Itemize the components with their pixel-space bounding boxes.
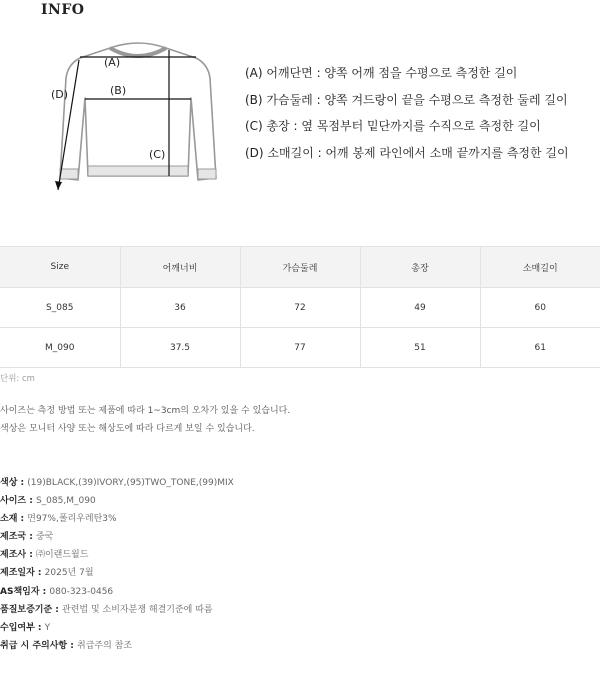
label-d: (D) bbox=[51, 88, 69, 101]
info-value: 관련법 및 소비자분쟁 해결기준에 따름 bbox=[62, 604, 213, 615]
cell-chest: 72 bbox=[240, 288, 360, 328]
list-item: 제조국 : 중국 bbox=[0, 532, 54, 543]
color-disclaimer: 색상은 모니터 사양 또는 해상도에 따라 다르게 보일 수 있습니다. bbox=[0, 424, 255, 434]
info-key: 소재 bbox=[0, 514, 18, 525]
sweater-outline bbox=[60, 43, 216, 180]
measure-arrow-d bbox=[55, 181, 62, 190]
header-sleeve: 소매길이 bbox=[480, 247, 600, 288]
list-item: 수입여부 : Y bbox=[0, 622, 51, 633]
label-a: (A) bbox=[104, 56, 121, 69]
legend-item-a: (A) 어깨단면 : 양쪽 어깨 점을 수평으로 측정한 길이 bbox=[245, 66, 518, 80]
sweater-hem bbox=[88, 166, 188, 176]
info-value: 080-323-0456 bbox=[49, 586, 114, 597]
legend-item-d: (D) 소매길이 : 어깨 봉제 라인에서 소매 끝까지를 측정한 길이 bbox=[245, 145, 569, 160]
measurement-legend bbox=[245, 60, 569, 166]
info-key: 사이즈 bbox=[0, 496, 27, 507]
list-item: 사이즈 : S_085,M_090 bbox=[0, 496, 96, 507]
cell-length: 49 bbox=[360, 288, 480, 328]
info-key: AS책임자 bbox=[0, 586, 40, 597]
info-value: 중국 bbox=[35, 532, 54, 543]
header-chest: 가슴둘레 bbox=[240, 247, 360, 288]
list-item: 제조사 : ㈜이랜드월드 bbox=[0, 550, 89, 561]
sweater-left-cuff bbox=[60, 169, 78, 179]
info-value: 취급주의 참조 bbox=[77, 640, 133, 651]
list-item: AS책임자 : 080-323-0456 bbox=[0, 586, 114, 597]
unit-note: 단위: cm bbox=[0, 374, 35, 384]
cell-size: S_085 bbox=[0, 288, 120, 328]
info-key: 제조사 bbox=[0, 550, 27, 561]
info-value: Y bbox=[44, 622, 51, 633]
list-item: 색상 : (19)BLACK,(39)IVORY,(95)TWO_TONE,(99)MIX bbox=[0, 478, 234, 488]
cell-length: 51 bbox=[360, 328, 480, 368]
legend-item-b: (B) 가슴둘레 : 양쪽 겨드랑이 끝을 수평으로 측정한 둘레 길이 bbox=[245, 92, 568, 107]
cell-sleeve: 61 bbox=[480, 328, 600, 368]
header-size: Size bbox=[0, 247, 120, 288]
table-row bbox=[0, 328, 600, 368]
page-title: INFO bbox=[41, 2, 85, 18]
info-value: ㈜이랜드월드 bbox=[35, 550, 89, 561]
info-key: 색상 bbox=[0, 478, 18, 488]
info-value: (19)BLACK,(39)IVORY,(95)TWO_TONE,(99)MIX bbox=[27, 478, 234, 488]
cell-size: M_090 bbox=[0, 328, 120, 368]
size-table bbox=[0, 246, 600, 368]
table-row bbox=[0, 288, 600, 328]
label-c: (C) bbox=[149, 148, 166, 161]
list-item: 취급 시 주의사항 : 취급주의 참조 bbox=[0, 640, 133, 651]
info-key: 제조국 bbox=[0, 532, 27, 543]
info-key: 제조일자 bbox=[0, 568, 35, 579]
cell-shoulder: 36 bbox=[120, 288, 240, 328]
header-shoulder: 어깨너비 bbox=[120, 247, 240, 288]
product-info-list bbox=[0, 474, 234, 655]
info-key: 취급 시 주의사항 bbox=[0, 640, 68, 651]
size-disclaimer: 사이즈는 측정 방법 또는 제품에 따라 1~3cm의 오차가 있을 수 있습니다. bbox=[0, 406, 291, 416]
size-table-header-row bbox=[0, 247, 600, 288]
cell-sleeve: 60 bbox=[480, 288, 600, 328]
sweater-right-cuff bbox=[198, 169, 216, 179]
info-value: 면97%,폴리우레탄3% bbox=[27, 514, 117, 525]
info-key: 수입여부 bbox=[0, 622, 35, 633]
cell-shoulder: 37.5 bbox=[120, 328, 240, 368]
sweater-measurement-diagram bbox=[48, 38, 228, 193]
list-item: 소재 : 면97%,폴리우레탄3% bbox=[0, 514, 117, 525]
legend-item-c: (C) 총장 : 옆 목점부터 밑단까지를 수직으로 측정한 길이 bbox=[245, 119, 541, 133]
list-item: 제조일자 : 2025년 7월 bbox=[0, 568, 94, 579]
info-key: 품질보증기준 bbox=[0, 604, 53, 615]
label-b: (B) bbox=[110, 84, 127, 97]
info-value: 2025년 7월 bbox=[44, 568, 94, 579]
header-length: 총장 bbox=[360, 247, 480, 288]
info-value: S_085,M_090 bbox=[35, 496, 96, 507]
cell-chest: 77 bbox=[240, 328, 360, 368]
list-item: 품질보증기준 : 관련법 및 소비자분쟁 해결기준에 따름 bbox=[0, 604, 213, 615]
